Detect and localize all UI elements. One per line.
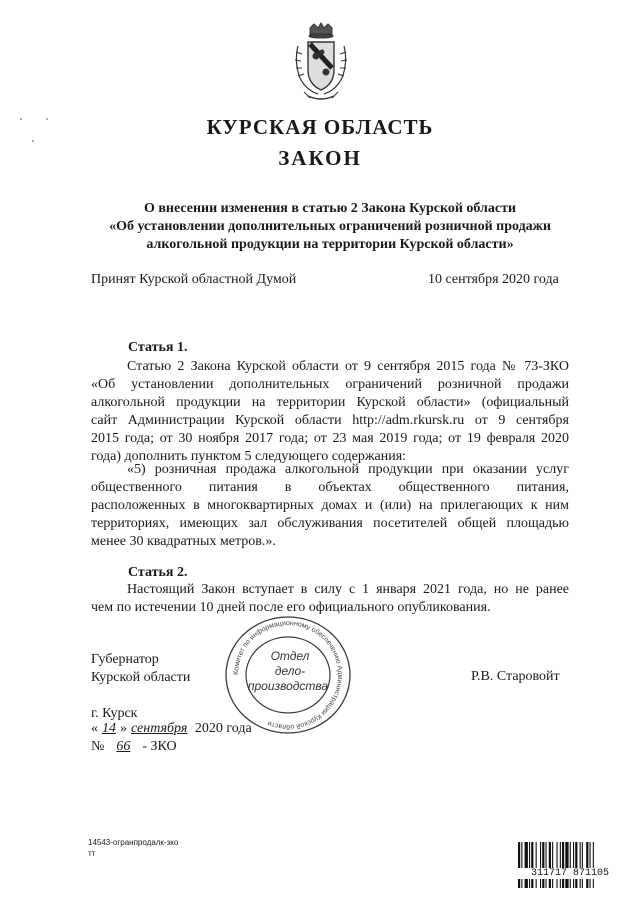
scan-speck [46,118,48,120]
signatory-name: Р.В. Старовойт [471,669,560,684]
stamp-line: Отдел [270,649,310,663]
article-1-text [91,358,569,466]
number-suffix: - ЗКО [142,739,177,754]
barcode-bar [529,842,530,888]
text-line: общественного питания в объектах общественного питания, [91,480,569,495]
barcode-bar [573,842,574,888]
text-line: территориях, имеющих зал обслуживания посетителей общей площадью [91,516,569,531]
adopted-by: Принят Курской областной Думой [91,272,297,287]
text-line: «5) розничная продажа алкогольной продукции при оказании услуг [127,462,569,477]
barcode-bar [540,842,541,888]
barcode-bar [593,842,594,888]
stamp-line: дело- [274,664,306,678]
date-day: 14 [102,721,116,736]
text-line: Настоящий Закон вступает в силу с 1 января 2021 года, но не ранее [127,582,569,597]
signing-date: « 14 » сентября 2020 года [91,721,252,736]
law-number [91,739,177,755]
barcode-bar [546,842,547,888]
text-line: менее 30 квадратных метров.». [91,534,276,549]
date-month: сентября [131,721,188,736]
article-1-heading: Статья 1. [128,340,188,355]
barcode-bar [565,842,568,888]
barcode-bar [552,842,553,888]
footer-code [88,837,178,859]
barcode-bar [542,842,544,888]
region-title: КУРСКАЯ ОБЛАСТЬ [206,115,434,139]
text-line: года) дополнить пунктом 5 следующего содержания: [91,449,407,464]
position-line: Губернатор [91,652,159,667]
office-stamp [222,612,354,738]
date-year: 2020 года [194,721,252,736]
signatory-position [91,651,190,687]
text-line: алкогольной продукции на территории Курской области» (официальный [91,395,569,410]
text-line: Статью 2 Закона Курской области от 9 сентября 2015 года № 73-ЗКО [127,359,569,374]
barcode-bar [531,842,533,888]
barcode-bar [562,842,564,888]
signing-city: г. Курск [91,706,138,721]
text-line: расположенных в многоквартирных домах и (или) на прилегающих к ним [91,498,569,513]
scan-speck [20,118,22,120]
subject-line: алкогольной продукции на территории Курской области» [146,237,514,252]
barcode-bar [575,842,577,888]
barcode-bar [586,842,588,888]
number-value: 66 [116,739,131,754]
barcode-bar [560,842,561,888]
barcode-bar [521,842,522,888]
footer-initials: тт [88,849,96,858]
text-line: сайт Администрации Курской области http://adm.rkursk.ru от 9 сентября [91,413,569,428]
text-line: 2015 года; от 30 ноября 2017 года; от 23 мая 2019 года; от 19 февраля 2020 [91,431,569,446]
text-line: «Об установлении дополнительных ограничений розничной продажи [91,377,569,392]
subject-line: «Об установлении дополнительных ограничений розничной продажи [109,219,551,234]
stamp-ring-text: Комитет по информационному обеспечению Администрации Курской области [232,619,344,731]
position-line: Курской области [91,670,191,685]
footer-file-code: 14543-огранпродалк-зко [88,838,179,847]
text-line: чем по истечении 10 дней после его официального опубликования. [91,600,491,615]
barcode-bar [549,842,551,888]
barcode-bar [557,842,558,888]
barcode-bar [582,842,583,888]
barcode-digits: 311717 871105 [518,868,622,879]
document-type-title: ЗАКОН [278,146,362,170]
barcode-bar [518,842,520,888]
number-prefix: № [91,739,105,754]
article-2-heading: Статья 2. [128,565,188,580]
barcode-icon [518,842,622,890]
barcode-bar [536,842,537,888]
barcode-bar [570,842,571,888]
subject-line: О внесении изменения в статью 2 Закона Курской области [143,201,517,216]
article-1-quote [91,461,569,551]
barcode-bar [525,842,528,888]
law-subject [80,200,580,254]
stamp-line: производства [247,679,329,693]
scan-speck [32,140,34,142]
barcode-bar [580,842,581,888]
barcode-bar [590,842,591,888]
coat-of-arms-icon [288,22,354,106]
adoption-date: 10 сентября 2020 года [428,272,559,287]
